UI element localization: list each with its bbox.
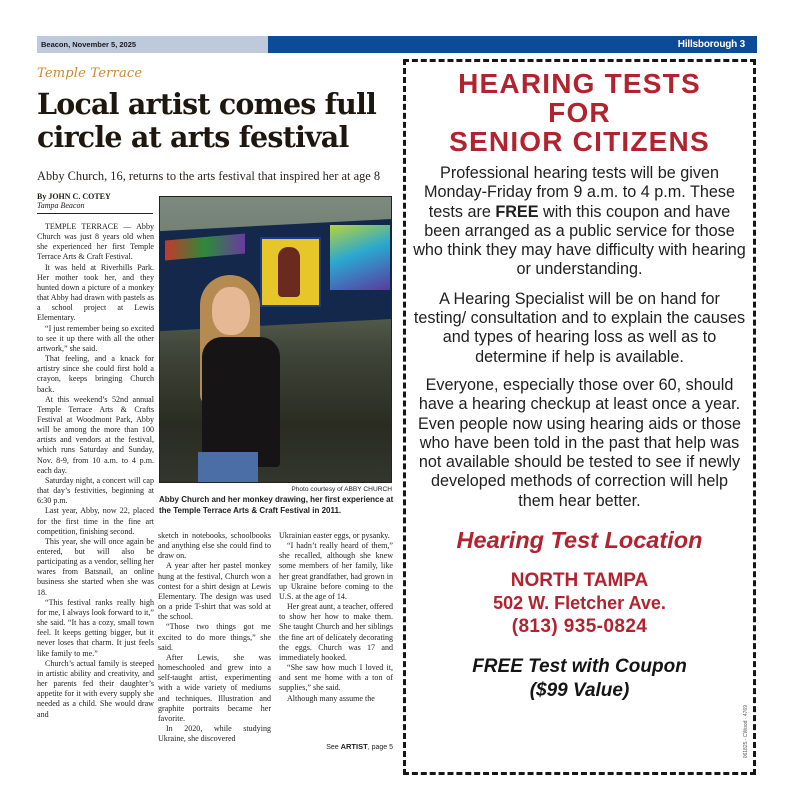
ad-offer-line: FREE Test with Coupon — [472, 656, 687, 678]
photo-monkey-drawing — [260, 237, 321, 307]
byline-author: By JOHN C. COTEY — [37, 192, 111, 201]
continued-jump-line[interactable] — [279, 742, 393, 751]
paragraph: After Lewis, she was homeschooled and grew into a self-taught artist, experimenting with a wide variety of mediums and techniques. Illustration and graphite portraits became her favorite. — [158, 652, 271, 723]
paragraph: “She saw how much I loved it, and sent me home with a ton of supplies,” she said. — [279, 663, 393, 693]
photo-credit: Photo courtesy of ABBY CHURCH — [291, 486, 392, 493]
paragraph: Last year, Abby, now 22, placed for the first time in the fine art competition, finishing second. — [37, 506, 154, 536]
ad-offer — [406, 655, 753, 703]
header-date-band — [37, 36, 268, 53]
ad-title-line: HEARING TESTS — [458, 68, 701, 99]
photo-girl-body — [202, 337, 280, 467]
paragraph: “I just remember being so excited to see it up there with all the other artwork,” she said. — [37, 323, 154, 353]
ad-location-name: NORTH TAMPA — [510, 570, 649, 592]
jump-prefix: See — [326, 744, 341, 751]
paragraph: Saturday night, a concert will cap that day’s festivities, beginning at 6:30 p.m. — [37, 475, 154, 506]
paragraph: Ukrainian easter eggs, or pysanky. — [279, 531, 390, 540]
header-section-band — [268, 36, 757, 53]
ad-code: 061825 · CWood · 4769 — [743, 704, 749, 758]
paragraph: Her great aunt, a teacher, offered to show her how to make them. She taught Church and her siblings the fine art of delicately decorating the eggs. Church was 17 and immediately hooked. — [279, 602, 393, 662]
paragraph: TEMPLE TERRACE — Abby Church was just 8 years old when she experienced her first Temple Terrace Arts & Craft Festival. — [37, 222, 154, 262]
photo-girl-jeans — [198, 452, 258, 483]
ad-location-heading: Hearing Test Location — [456, 527, 703, 554]
ad-paragraph-intro — [406, 164, 753, 280]
paragraph: “This festival ranks really high for me, I always look forward to it,” she said. “It has a cozy, small town feel. It keeps getting bigger, but it never loses that charm. It just feels like family to me.” — [37, 597, 154, 658]
paragraph: A year after her pastel monkey hung at the festival, Church won a contest for a shirt design at Lewis Elementary. The design was used on a pride T-shirt that was sold at the school. — [158, 561, 271, 622]
monkey-figure — [278, 247, 300, 297]
ad-title-line: SENIOR CITIZENS — [449, 126, 710, 157]
article-headline: Local artist comes full circle at arts festival — [37, 87, 377, 154]
article-column-3 — [279, 531, 393, 704]
ad-paragraph-everyone: Everyone, especially those over 60, should have a hearing checkup at least once a year. Even people now using hearing aids or those who have been told in the past that help was not available should be tested to see if newly developed methods of correction will help them hear better. — [417, 375, 742, 510]
ad-location-phone[interactable]: (813) 935-0824 — [511, 616, 648, 638]
photo-girl-face — [212, 287, 250, 335]
article-column-1 — [37, 222, 154, 720]
ad-title-line: FOR — [548, 97, 611, 128]
ad-free-emphasis: FREE — [495, 202, 539, 221]
page-header-band — [37, 36, 757, 53]
ad-location-address: 502 W. Fletcher Ave. — [493, 593, 666, 614]
paragraph: This year, she will once again be entered, but will also be participating as a vendor, selling her wares from Batsnail, an online business she started when she was 18. — [37, 536, 154, 597]
jump-keyword: ARTIST — [340, 742, 368, 751]
ad-title — [406, 69, 753, 156]
article-section-label: Temple Terrace — [37, 66, 143, 81]
paragraph: At this weekend’s 52nd annual Temple Terrace Arts & Crafts Festival at Woodmont Park, Abby will be among the more than 100 artists and vendors at the festival, which runs Saturday and Sunday, Nov. 8-9, from 10 a.m. to 4 p.m. each day. — [37, 394, 154, 475]
byline — [37, 192, 153, 214]
paragraph: sketch in notebooks, schoolbooks and anything else she could find to draw on. — [158, 531, 271, 561]
photo-caption: Abby Church and her monkey drawing, her first experience at the Temple Terrace Arts & Craft Festival in 2011. — [159, 495, 394, 515]
paragraph: That feeling, and a knack for artistry since she could first hold a crayon, keeps bringing Church back. — [37, 354, 154, 394]
article-photo — [159, 196, 392, 483]
paragraph: “I hadn’t really heard of them,” she recalled, although she knew some members of her family, like her great grandfather, had grown in up Ukraine before coming to the U.S. at the age of 14. — [279, 541, 393, 601]
paragraph: Church’s actual family is steeped in artistic ability and creativity, and her parents fed their daughter’s appetite for it with every supply she needed as a child. She would draw and — [37, 658, 154, 719]
ad-text: with this coupon and have been arranged as a public service for those who think they may have difficulty with hearing or understanding. — [413, 202, 746, 279]
ad-paragraph-specialist: A Hearing Specialist will be on hand for testing/ consultation and to explain the causes and types of hearing loss as well as to determine if help is available. — [413, 289, 746, 366]
hearing-test-coupon-ad — [403, 59, 756, 775]
ad-text: Professional hearing tests will be given Monday-Friday from 9 a.m. to 4 p.m. These tests are — [424, 164, 735, 221]
paragraph: Although many assume the — [287, 693, 375, 703]
paragraph: “Those two things got me excited to do more things,” she said. — [158, 622, 271, 652]
paragraph: It was held at Riverhills Park. Her mother took her, and they hunted down a picture of a monkey that Abby had drawn with pastels as a school project at Lewis Elementary. — [37, 262, 154, 323]
paragraph: In 2020, while studying Ukraine, she discovered — [158, 723, 271, 744]
ad-offer-value: ($99 Value) — [529, 680, 630, 702]
article-column-2 — [158, 531, 271, 744]
byline-organization: Tampa Beacon — [37, 201, 85, 210]
section-page-label: Hillsborough 3 — [677, 39, 745, 50]
article-deck: Abby Church, 16, returns to the arts festival that inspired her at age 8 — [37, 169, 381, 183]
jump-suffix: , page 5 — [367, 744, 393, 751]
publication-date: Beacon, November 5, 2025 — [41, 40, 137, 49]
photo-dinosaur-drawing — [330, 225, 390, 290]
